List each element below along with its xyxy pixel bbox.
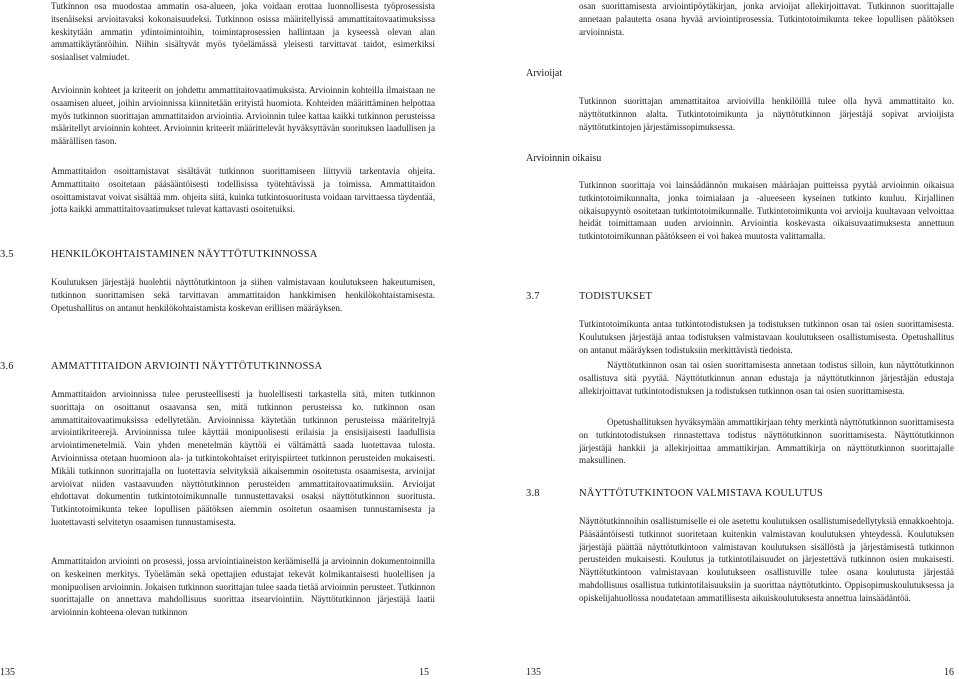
- intro-paragraph-2: Arvioinnin kohteet ja kriteerit on johdettu ammattitaitovaatimuksista. Arvioinnin kohteilla ilmaistaan ne osaamisen alueet, joihin arvioinnissa kiinnitetään erityistä huomiota. Kohteiden määrittäminen helpottaa myös tutkinnon suorittajan ammattitaidon arviointia. Arvioinnin tulee kattaa kaikki tutkinnon perusteissa määritellyt arvioinnin kohteet. Arvioinnin kriteerit määrittelevät hyväksyttävän suorituksen laadullisen ja määrällisen tason.: [51, 85, 435, 147]
- section-3-6-paragraph-2: Ammattitaidon arviointi on prosessi, jossa arviointiaineiston keräämisellä ja arvioinnin dokumentoinnilla on keskeinen merkitys. Työelämän sekä opettajien edustajat tekevät kolmikantaisesti huolellisen ja monipuolisen arvioinnin. Jokaisen tutkinnon suorittajan tulee saada tietää arvioinnin perusteet. Tutkinnon suorittajalle on annettava mahdollisuus suorittaa itsearviointiin. Näyttötutkinnon järjestäjä laatii arvioinnin kohteena olevan tutkinnon: [51, 556, 435, 618]
- intro-paragraph-3: Ammattitaidon osoittamistavat sisältävät tutkinnon suorittamiseen liittyviä tarkentavia ohjeita. Ammattitaito osoitetaan pääsääntöisesti todellisissa työtehtävissä ja toimissa. Ammattitaidon osoittamistavat voivat sisältää mm. ohjeita siitä, kuinka tutkintosuoritusta voidaan tarvittaessa täydentää, jotta kaikki ammattitaitovaatimukset tulevat kattavasti osoitetuiksi.: [51, 166, 435, 215]
- section-3-6-title: AMMATTITAIDON ARVIOINTI NÄYTTÖTUTKINNOSSA: [51, 361, 323, 372]
- section-3-5-title: HENKILÖKOHTAISTAMINEN NÄYTTÖTUTKINNOSSA: [51, 249, 318, 260]
- section-3-7-paragraph-2: Näyttötutkinnon osan tai osien suorittamisesta annetaan todistus silloin, kun näyttötutkinnon osallistuva sitä pyytää. Näyttötutkinnun annan edustaja ja näyttötutkinnon järjestäjän edustaja allekirjoittavat tutkintotodistuksen ja todistuksen tutkinnon osan tai osien suorittamisesta.: [579, 360, 954, 396]
- section-3-6-number: 3.6: [0, 361, 14, 372]
- section-3-7-paragraph-1: Tutkintotoimikunta antaa tutkintotodistuksen ja todistuksen tutkinnon osan tai osien suorittamisesta. Koulutuksen järjestäjä antaa todistuksen valmistavaan koulutukseen osallistumisesta. Opetushallitus on antanut määräyksen todistuksiin merkittävistä tiedoista.: [579, 319, 954, 355]
- section-3-5-text: Koulutuksen järjestäjä huolehtii näyttötutkintoon ja siihen valmistavaan koulutukseen hakeutumisen, tutkinnon suorittamisen sekä tarvittavan ammattitaidon hankkimisen henkilökohtaistamisesta. Opetushallitus on antanut henkilökohtaistamista koskevan erillisen määräyksen.: [51, 277, 435, 313]
- section-3-8-number: 3.8: [526, 488, 540, 499]
- right-intro-paragraph: osan suorittamisesta arviointipöytäkirjan, jonka arvioijat allekirjoittavat. Tutkinnon suorittajalle annetaan palautetta osana hyvää arviointiprosessia. Tutkintotoimikunta tekee lopullisen päätöksen arvioinnista.: [579, 1, 954, 37]
- arvioijat-label: Arvioijat: [526, 68, 563, 79]
- section-3-6-paragraph-1: Ammattitaidon arvioinnissa tulee perusteellisesti ja huolellisesti tarkastella sitä, miten tutkinnon suorittaja on osoittanut osaavansa sen, mitä tutkinnon perusteissa ko. tutkinnon osan ammattitaitovaatimuksissa edellytetään. Arvioinnissa käytetään tutkinnon perusteissa määriteltyjä arviointikriteerejä. Arvioinnissa tulee käyttää monipuolisesti erilaisia ja ensisijaisesti laadullisia arviointimenetelmiä. Vain yhden menetelmän käyttöä ei vältämättä saada luotettavaa tulosta. Arvioinnissa otetaan huomioon ala- ja tutkintokohtaiset erityispiirteet tutkinnon perusteiden mukaisesti. Mikäli tutkinnon suorittajalla on luotettavia selvityksiä aikaisemmin osoitetusta osaamisesta, arvioijat arvioivat niiden vastaavuuden näyttötutkinnon perusteiden ammattitaitovaatimuksiin. Arvioijat ehdottavat dokumentin tutkintotoimikunnalle tunnustettavaksi osaksi näyttötutkinnon suoritusta. Tutkintotoimikunta tekee lopullisen päätöksen aiemmin osoitetun osaamisen tunnustamisesta ja luotettavasti selvitetyn osaamisen tunnustamisesta.: [51, 389, 435, 527]
- footer-page-left: 135: [0, 667, 15, 678]
- section-3-7-title: TODISTUKSET: [579, 291, 653, 302]
- oikaisu-label: Arvioinnin oikaisu: [526, 153, 602, 164]
- footer-page-number: 15: [419, 667, 429, 678]
- intro-paragraph-1: Tutkinnon osa muodostaa ammatin osa-alueen, joka voidaan erottaa luonnollisesta työprosessista itsenäiseksi arvioitavaksi kokonaisuudeksi. Tutkinnon osissa määritellyissä ammattitaitovaatimuksissa keskitytään ammatin ydintoimintoihin, toimintaprosessien hallintaan ja kyseessä olevan alan ammattikäytäntöihin. Niihin sisältyvät myös työelämässä yleisesti tarvittavat taidot, esimerkiksi sosiaaliset valmiudet.: [51, 1, 435, 63]
- footer-page-left-right: 135: [526, 667, 541, 678]
- oikaisu-text: Tutkinnon suorittaja voi lainsäädännön mukaisen määräajan puitteissa pyytää arvioinnin oikaisua tutkintotoimikunnalta, jonka toimialaan ja -alueeseen kyseinen tutkinto kuuluu. Kirjallinen oikaisupyyntö osoitetaan tutkintotoimikunnalle. Tutkintotoimikunta voi arvioija kuultavaan velvoittaa heidät toimittamaan uuden arvioinnin. Arviointia koskevasta oikaisuvaatimuksesta annettuun tutkintotoimikunnan päätökseen ei voi hakea muutosta valittamalla.: [579, 180, 954, 242]
- footer-page-number-right: 16: [944, 667, 954, 678]
- section-3-8-text: Näyttötutkinnoihin osallistumiselle ei ole asetettu koulutuksen osallistumisedellytyksiä ennakkoehtoja. Pääsääntöisesti tutkinnot suoritetaan kuitenkin valmistavan koulutuksen yhteydessä. Koulutuksen järjestäjä päättää näyttötutkintoon valmistavan koulutuksen sisällöstä ja järjestämisestä tutkinnon perusteiden mukaisesti. Koulutus ja tutkintotilaisuudet on järjestettävä tutkinnon osien mukaisesti. Näyttötutkintoon valmistavaan koulutukseen osallistuville tulee osana koulutusta järjestää mahdollisuus osallistua tutkintotilaisuuksiin ja suorittaa näyttötutkinto. Oppisopimuskoulutuksessa ja opiskelijahuollossa noudatetaan ammatillisesta aikuiskoulutuksesta annettua lainsäädäntöä.: [579, 516, 954, 603]
- section-3-7-number: 3.7: [526, 291, 540, 302]
- section-3-7-paragraph-3: Opetushallituksen hyväksymään ammattikirjaan tehty merkintä näyttötutkinnon suorittamisesta on tutkintotodistuksen rinnastettava todistus näyttötutkinnon suorittamisesta. Näyttötutkinnon järjestäjä hankkii ja allekirjoittaa ammattikirjan. Ammattikirja on näyttötutkinnon suorittajalle maksullinen.: [579, 417, 955, 466]
- section-3-8-title: NÄYTTÖTUTKINTOON VALMISTAVA KOULUTUS: [579, 488, 823, 499]
- section-3-5-number: 3.5: [0, 249, 14, 260]
- arvioijat-text: Tutkinnon suorittajan ammattitaitoa arvioivilla henkilöillä tulee olla hyvä ammattitaito ko. näyttötutkinnon alalta. Tutkintotoimikunta ja näyttötutkinnon järjestäjä sopivat arvioijista näyttötutkintojen järjestämissopimuksessa.: [579, 96, 954, 132]
